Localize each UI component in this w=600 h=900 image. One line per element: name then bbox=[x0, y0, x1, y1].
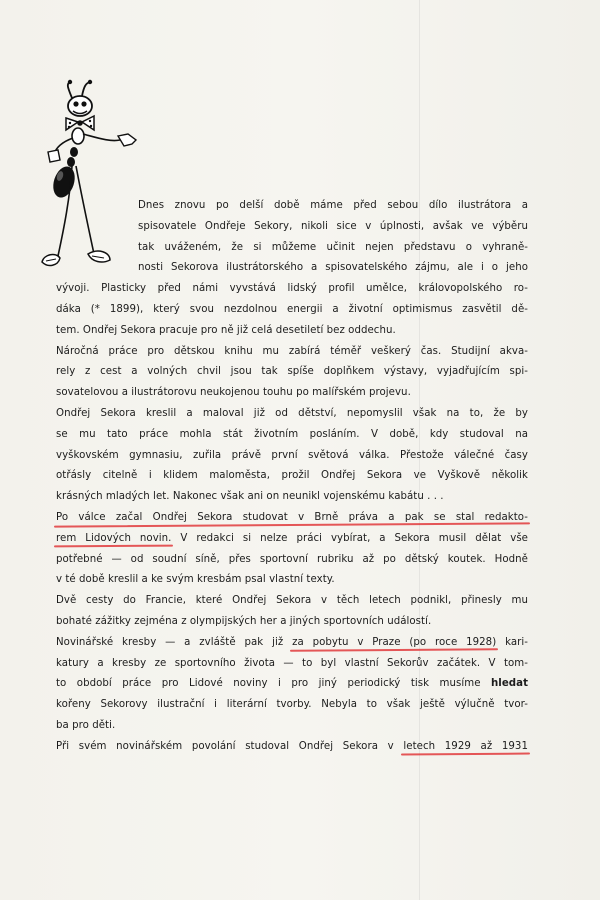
text-line: kořeny Sekorovy ilustrační i literární tvorby. Nebyla to však ještě výlučně tvor- bbox=[56, 699, 528, 711]
paragraph-7 bbox=[56, 737, 528, 758]
text-line: bohaté zážitky zejména z olympijských her a jiných sportovních událostí. bbox=[56, 615, 432, 627]
paragraph-3 bbox=[56, 404, 528, 508]
text-line: spisovatele Ondřeje Sekory, nikoli sice v úplnosti, avšak ve výběru bbox=[138, 220, 528, 232]
text-line: se mu tato práce mohla stát životním posláním. V době, kdy studoval na bbox=[56, 428, 528, 440]
text-line: Ondřej Sekora kreslil a maloval již od dětství, nepomyslil však na to, že by bbox=[56, 407, 528, 419]
text-line: potřebné — od soudní síně, přes sportovní rubriku až po dětský koutek. Hodně bbox=[56, 553, 528, 565]
text-span: to období práce pro Lidové noviny i pro jiný periodický tisk musíme bbox=[56, 678, 491, 690]
paragraph-4 bbox=[56, 508, 528, 591]
body-text bbox=[56, 196, 528, 758]
paragraph-5 bbox=[56, 591, 528, 633]
paragraph-1 bbox=[56, 196, 528, 342]
text-line: nosti Sekorova ilustrátorského a spisovatelského zájmu, ale i o jeho bbox=[138, 262, 528, 274]
text-line: Dnes znovu po delší době máme před sebou dílo ilustrátora a bbox=[138, 200, 528, 211]
highlight-mark: rem Lidových novin. bbox=[56, 532, 172, 544]
text-line: ba pro děti. bbox=[56, 719, 116, 731]
text-line-highlighted bbox=[56, 508, 528, 529]
text-line bbox=[56, 674, 528, 695]
text-line: sovatelovou a ilustrátorovu neukojenou touhu po malířském projevu. bbox=[56, 387, 411, 399]
text-line bbox=[56, 529, 528, 550]
text-line: katury a kresby ze sportovního života — to byl vlastní Sekorův začátek. V tom- bbox=[56, 657, 528, 669]
paragraph-6 bbox=[56, 633, 528, 737]
text-line: v té době kreslil a ke svým kresbám psal vlastní texty. bbox=[56, 574, 335, 586]
text-span: V redakci si nelze práci vybírat, a Sekora musil dělat vše bbox=[171, 532, 528, 544]
text-line: dáka (* 1899), který svou nezdolnou energii a životní optimismus zasvětil dě- bbox=[56, 303, 528, 315]
text-line: tem. Ondřej Sekora pracuje pro ně již celá desetiletí bez oddechu. bbox=[56, 324, 396, 336]
text-line: vyškovském gymnasiu, zuřila právě první světová válka. Přestože válečné časy bbox=[56, 449, 528, 461]
highlight-mark: za pobytu v Praze (po roce 1928) bbox=[292, 636, 497, 648]
bold-word: hledat bbox=[491, 678, 528, 690]
text-span: kari- bbox=[496, 636, 528, 648]
text-span: Při svém novinářském povolání studoval Ondřej Sekora v bbox=[56, 740, 404, 752]
highlight-mark: letech 1929 až 1931 bbox=[403, 740, 528, 752]
text-line: tak uváženém, že si můžeme učinit nejen představu o vyhraně- bbox=[138, 241, 528, 253]
text-line: vývoji. Plasticky před námi vyvstává lidský profil umělce, královopolského ro- bbox=[56, 283, 528, 295]
text-line: krásných mladých let. Nakonec však ani on neunikl vojenskému kabátu . . . bbox=[56, 491, 444, 503]
paragraph-2 bbox=[56, 342, 528, 404]
text-line: Náročná práce pro dětskou knihu mu zabírá téměř veškerý čas. Studijní akva- bbox=[56, 345, 528, 357]
highlight-mark: Po válce začal Ondřej Sekora studovat v Brně práva a pak se stal redakto- bbox=[56, 511, 528, 523]
text-line: Dvě cesty do Francie, které Ondřej Sekora v těch letech podnikl, přinesly mu bbox=[56, 595, 528, 607]
text-line bbox=[56, 737, 528, 758]
text-span: Novinářské kresby — a zvláště pak již bbox=[56, 636, 293, 648]
text-line: rely z cest a volných chvil jsou tak spíše doplňkem výstavy, vyjadřujícím spi- bbox=[56, 366, 528, 378]
text-line bbox=[56, 633, 528, 654]
text-line: otřásly citelně i klidem maloměsta, prožil Ondřej Sekora ve Vyškově několik bbox=[56, 470, 528, 482]
